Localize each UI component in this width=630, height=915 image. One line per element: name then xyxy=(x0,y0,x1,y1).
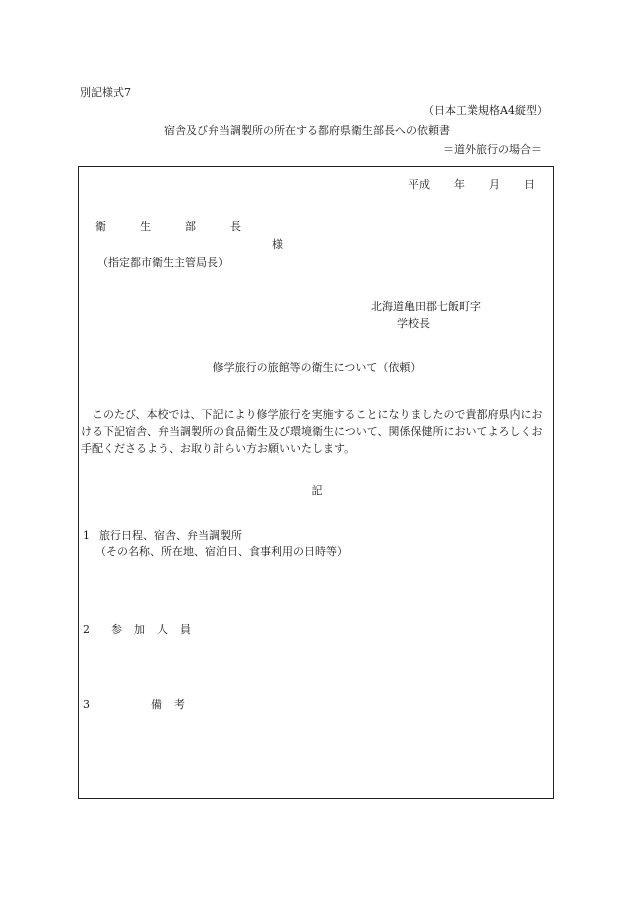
item-3 xyxy=(83,698,197,713)
date-line xyxy=(408,178,535,193)
item-number: 2 xyxy=(83,623,90,636)
recipient-char: 長 xyxy=(230,220,241,233)
item-number: 3 xyxy=(83,698,90,711)
item-label: 旅行日程、宿舎、弁当調製所 xyxy=(99,529,242,542)
item-1 xyxy=(83,529,242,544)
paper-size-note: （日本工業規格A4縦型） xyxy=(423,104,548,117)
recipient-char: 生 xyxy=(140,220,151,233)
item-label-char: 加 xyxy=(134,623,145,636)
sender-address: 北海道亀田郡七飯町字 xyxy=(371,300,481,313)
subject-line: 修学旅行の旅館等の衛生について（依頼） xyxy=(212,361,422,374)
item-label-char: 考 xyxy=(174,698,185,711)
date-day: 日 xyxy=(524,178,535,191)
recipient-honorific: 様 xyxy=(272,238,283,251)
item-label-char: 員 xyxy=(180,623,191,636)
item-label-char: 備 xyxy=(151,698,162,711)
document-title-text: 宿舎及び弁当調製所の所在する都府県衛生部長への依頼書 xyxy=(164,124,450,137)
item-label-char: 人 xyxy=(157,623,168,636)
form-number: 別記様式7 xyxy=(80,86,131,99)
ki-heading: 記 xyxy=(311,484,323,497)
recipient-title xyxy=(95,220,275,235)
body-paragraph: このたび、本校では、下記により修学旅行を実施することになりましたので貴都府県内における下記宿舎、弁当調製所の食品衛生及び環境衛生について、関係保健所においてよろしくお手配くださるよう、お取り計らい方お願いいたします。 xyxy=(81,408,543,455)
date-era: 平成 xyxy=(408,178,430,191)
item-2 xyxy=(83,623,203,638)
case-note: ＝道外旅行の場合＝ xyxy=(443,143,542,156)
recipient-note: （指定都市衛生主管局長） xyxy=(97,256,229,269)
sender-name: 学校長 xyxy=(397,317,430,330)
date-year: 年 xyxy=(454,178,465,191)
item-number: 1 xyxy=(83,529,90,542)
letter-frame xyxy=(78,166,554,799)
item-label-char: 参 xyxy=(111,623,122,636)
date-month: 月 xyxy=(489,178,500,191)
document-title xyxy=(0,124,630,139)
recipient-char: 部 xyxy=(185,220,196,233)
recipient-char: 衛 xyxy=(95,220,106,233)
item-1-detail: （その名称、所在地、宿泊日、食事利用の日時等） xyxy=(95,545,348,558)
